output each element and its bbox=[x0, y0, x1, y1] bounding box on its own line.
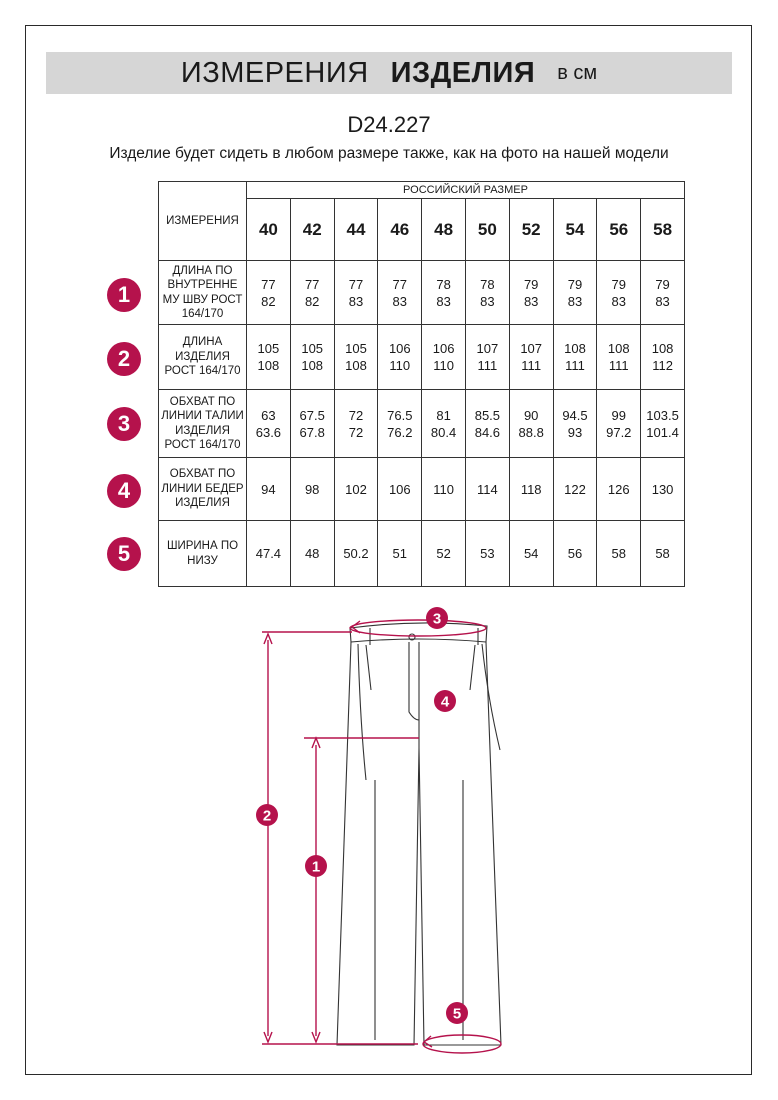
cell-value: 78 bbox=[480, 276, 495, 292]
marker-2 bbox=[256, 804, 278, 826]
cell-value: 108 bbox=[345, 358, 367, 373]
cell-value: 105 bbox=[301, 341, 324, 356]
cell-value: 76.5 bbox=[387, 407, 413, 423]
row-badge-5: 5 bbox=[107, 537, 141, 571]
table-cell: 48 bbox=[290, 521, 334, 587]
marker-3 bbox=[426, 607, 448, 629]
table-cell: 106 bbox=[378, 458, 422, 521]
cell-value: 108 bbox=[257, 358, 280, 373]
cell-value: 78 bbox=[436, 276, 451, 292]
cell-value: 105 bbox=[257, 341, 280, 356]
marker-5 bbox=[446, 1002, 468, 1024]
table-cell: 126 bbox=[597, 458, 641, 521]
cell-value: 79 bbox=[523, 276, 539, 292]
title-part2: ИЗДЕЛИЯ bbox=[390, 56, 536, 89]
row-label: ДЛИНА ИЗДЕЛИЯ РОСТ 164/170 bbox=[159, 325, 247, 390]
table-cell: 58 bbox=[597, 521, 641, 587]
marker-1 bbox=[305, 855, 327, 877]
cell-value: 90 bbox=[523, 407, 539, 423]
measurement-lines bbox=[262, 620, 501, 1053]
cell-value: 111 bbox=[521, 358, 542, 373]
table-cell: 98 bbox=[290, 458, 334, 521]
cell-value: 67.5 bbox=[299, 407, 325, 423]
cell-value: 97.2 bbox=[606, 424, 632, 440]
cell-value: 80.4 bbox=[430, 424, 457, 440]
cell-value: 110 bbox=[389, 358, 411, 373]
marker-label: 1 bbox=[311, 858, 321, 876]
table-cell: 58 bbox=[641, 521, 685, 587]
cell-value: 108 bbox=[564, 341, 586, 356]
cell-value: 79 bbox=[567, 276, 583, 292]
corner-label: ИЗМЕРЕНИЯ bbox=[159, 182, 247, 261]
cell-value: 83 bbox=[348, 293, 364, 309]
cell-value: 76.2 bbox=[387, 424, 413, 440]
cell-value: 99 bbox=[611, 407, 626, 423]
marker-label: 3 bbox=[432, 610, 442, 628]
table-cell: 47.4 bbox=[247, 521, 291, 587]
cell-value: 63 bbox=[261, 407, 276, 423]
size-header: 52 bbox=[509, 199, 553, 261]
cell-value: 81 bbox=[436, 407, 451, 423]
cell-value: 88.8 bbox=[518, 424, 544, 440]
table-cell: 56 bbox=[553, 521, 597, 587]
cell-value: 77 bbox=[392, 276, 408, 292]
cell-value: 108 bbox=[607, 341, 630, 356]
cell-value: 111 bbox=[565, 358, 585, 373]
size-system-label: РОССИЙСКИЙ РАЗМЕР bbox=[247, 182, 685, 199]
cell-value: 77 bbox=[261, 276, 276, 292]
cell-value: 82 bbox=[261, 293, 276, 309]
size-header: 40 bbox=[247, 199, 291, 261]
table-cell: 51 bbox=[378, 521, 422, 587]
cell-value: 63.6 bbox=[255, 424, 282, 440]
cell-value: 83 bbox=[480, 293, 495, 309]
size-header: 58 bbox=[641, 199, 685, 261]
cell-value: 82 bbox=[304, 293, 320, 309]
table-cell: 50.2 bbox=[334, 521, 378, 587]
table-cell: 122 bbox=[553, 458, 597, 521]
table-cell: 94 bbox=[247, 458, 291, 521]
table-cell: 53 bbox=[465, 521, 509, 587]
table-cell: 52 bbox=[422, 521, 466, 587]
marker-label: 2 bbox=[262, 807, 272, 825]
cell-value: 77 bbox=[348, 276, 364, 292]
cell-value: 93 bbox=[567, 424, 583, 440]
cell-value: 107 bbox=[520, 341, 543, 356]
cell-value: 83 bbox=[611, 293, 626, 309]
cell-value: 79 bbox=[655, 276, 670, 292]
table-cell: 110 bbox=[422, 458, 466, 521]
cell-value: 105 bbox=[345, 341, 367, 356]
table-cell: 114 bbox=[465, 458, 509, 521]
row-label: ШИРИНА ПО НИЗУ bbox=[159, 521, 247, 587]
row-badge-3: 3 bbox=[107, 407, 141, 441]
table-cell: 102 bbox=[334, 458, 378, 521]
cell-value: 112 bbox=[652, 358, 673, 373]
cell-value: 79 bbox=[611, 276, 626, 292]
size-header: 50 bbox=[465, 199, 509, 261]
cell-value: 111 bbox=[608, 358, 629, 373]
cell-value: 106 bbox=[432, 341, 455, 356]
cell-value: 107 bbox=[476, 341, 499, 356]
product-code: D24.227 bbox=[347, 112, 431, 137]
cell-value: 94.5 bbox=[562, 407, 588, 423]
title-part1: ИЗМЕРЕНИЯ bbox=[180, 56, 369, 89]
trousers-outline bbox=[337, 623, 501, 1045]
row-label: ОБХВАТ ПО ЛИНИИ ТАЛИИ ИЗДЕЛИЯ РОСТ 164/170 bbox=[159, 390, 247, 458]
size-header: 46 bbox=[378, 199, 422, 261]
cell-value: 83 bbox=[523, 293, 539, 309]
row-label: ДЛИНА ПО ВНУТРЕННЕ МУ ШВУ РОСТ 164/170 bbox=[159, 261, 247, 325]
cell-value: 106 bbox=[388, 341, 411, 356]
size-header: 56 bbox=[597, 199, 641, 261]
row-label: ОБХВАТ ПО ЛИНИИ БЕДЕР ИЗДЕЛИЯ bbox=[159, 458, 247, 521]
cell-value: 110 bbox=[433, 358, 454, 373]
cell-value: 67.8 bbox=[299, 424, 325, 440]
cell-value: 103.5 bbox=[646, 407, 679, 423]
table-cell: 130 bbox=[641, 458, 685, 521]
row-badge-4: 4 bbox=[107, 474, 141, 508]
cell-value: 83 bbox=[436, 293, 451, 309]
fit-note: Изделие будет сидеть в любом размере также, как на фото на нашей модели bbox=[109, 145, 669, 162]
cell-value: 83 bbox=[392, 293, 408, 309]
cell-value: 108 bbox=[301, 358, 324, 373]
table-cell: 54 bbox=[509, 521, 553, 587]
size-header: 54 bbox=[553, 199, 597, 261]
cell-value: 84.6 bbox=[474, 424, 501, 440]
cell-value: 72 bbox=[348, 407, 364, 423]
size-header: 44 bbox=[334, 199, 378, 261]
marker-label: 4 bbox=[440, 693, 450, 711]
marker-label: 5 bbox=[452, 1005, 462, 1023]
cell-value: 111 bbox=[477, 358, 498, 373]
title-unit: в см bbox=[557, 61, 598, 84]
cell-value: 101.4 bbox=[646, 424, 679, 440]
row-badge-1: 1 bbox=[107, 278, 141, 312]
size-header: 48 bbox=[422, 199, 466, 261]
cell-value: 108 bbox=[651, 341, 674, 356]
cell-value: 77 bbox=[304, 276, 320, 292]
table-cell: 118 bbox=[509, 458, 553, 521]
cell-value: 85.5 bbox=[474, 407, 501, 423]
row-badge-2: 2 bbox=[107, 342, 141, 376]
marker-4 bbox=[434, 690, 456, 712]
cell-value: 83 bbox=[567, 293, 583, 309]
cell-value: 72 bbox=[348, 424, 364, 440]
size-header: 42 bbox=[290, 199, 334, 261]
cell-value: 83 bbox=[655, 293, 670, 309]
